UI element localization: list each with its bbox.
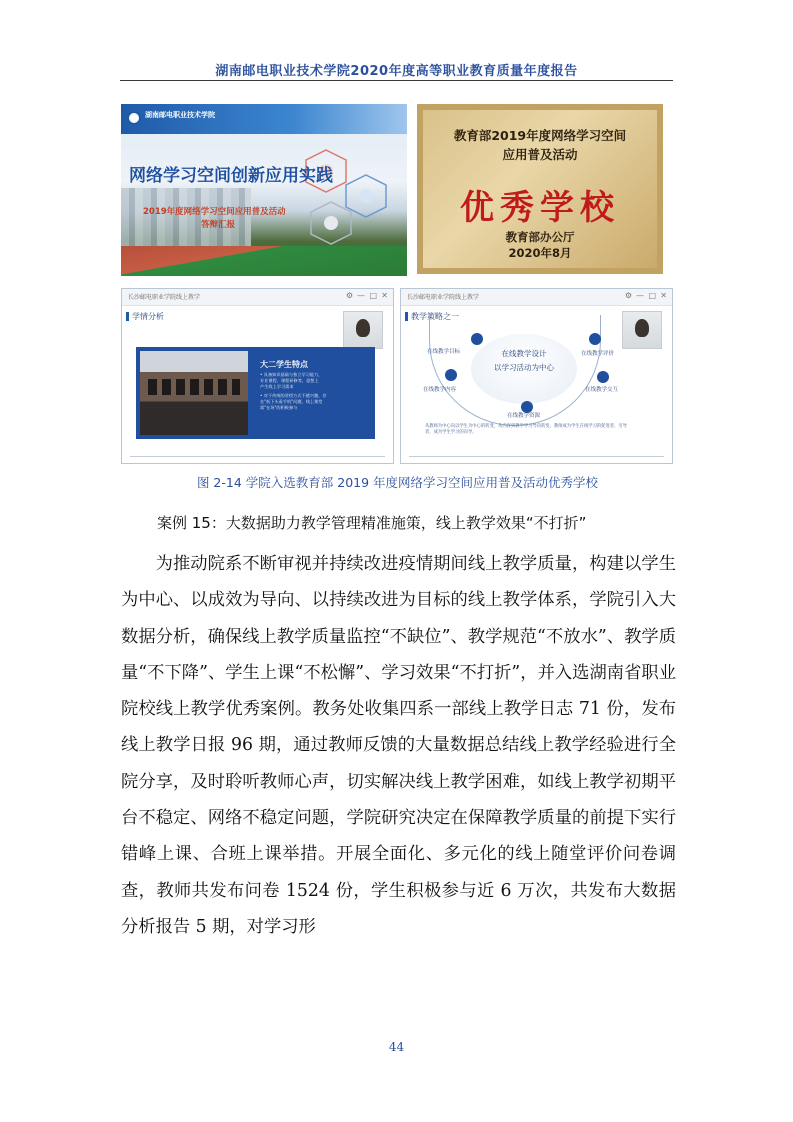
footer-rule xyxy=(130,456,385,457)
plaque-issuer: 教育部办公厅 xyxy=(505,230,575,244)
plaque-line-1: 教育部2019年度网络学习空间 xyxy=(453,128,627,143)
card-line: 产生线上学习需求 xyxy=(260,384,294,390)
page-header: 湖南邮电职业技术学院2020年度高等职业教育质量年度报告 xyxy=(215,64,578,79)
body-paragraph: 为推动院系不断审视并持续改进疫情期间线上教学质量，构建以学生为中心、以成效为导向、以持续改进为目标的线上教学体系，学院引入大数据分析，确保线上教学质量监控“不缺位”、教学规范“不放水”、教学质量“不下降”、学生上课“不松懈”、学习效果“不打折”，并入选湖南省职业院校线上教学优秀案例。教务处收集四系一部线上教学日志 71 份，发布线上教学日报 96 期，通过教师反馈的大量数据总结线上教学经验进行全院分享，及时聆听教师心声，切实解决线上教学困难，如线上教学初期平台不稳定、网络不稳定问题，学院研究决定在保障教学质量的前提下实行错峰上课、合班上课举措。开展全面化、多元化的线上随堂评价问卷调查，教师共发布问卷 1524 份，学生积极参与近 6 万次，共发布大数据分析报告 5 期，对学习形 xyxy=(121,554,676,937)
minimize-icon: — xyxy=(357,291,365,300)
slide-heading: 学情分析 xyxy=(132,312,164,321)
student-traits-card xyxy=(254,355,370,431)
window-titlebar xyxy=(122,289,393,306)
slide-title: 网络学习空间创新应用实践 xyxy=(129,166,333,186)
plaque-award: 优秀学校 xyxy=(460,188,620,228)
close-icon: ✕ xyxy=(660,291,667,300)
slide-heading: 教学策略之一 xyxy=(411,312,459,321)
hexagon-graphic xyxy=(291,140,401,250)
content-panel xyxy=(136,347,375,439)
school-logo-icon xyxy=(127,111,141,125)
node-icon xyxy=(445,369,457,381)
award-plaque-photo xyxy=(417,104,663,274)
card-title: 大二学生特点 xyxy=(260,360,308,369)
card-line: 专业课程、课程研修等，思想上 xyxy=(260,378,319,384)
design-center-ellipse xyxy=(471,334,577,404)
case-title: 案例 15：大数据助力教学管理精准施策，线上教学效果“不打折” xyxy=(157,514,587,532)
center-line-1: 在线教学设计 xyxy=(501,349,547,358)
node-icon xyxy=(589,333,601,345)
card-line: 需"在场"的积极参与 xyxy=(260,405,298,411)
node-icon xyxy=(471,333,483,345)
card-line: • 对于传统的讲授方式不感兴趣，存 xyxy=(260,392,327,398)
card-line: • 具备知识基础与独立学习能力， xyxy=(260,372,323,377)
center-line-2: 以学习活动为中心 xyxy=(494,363,554,372)
node-label: 在线教学内容 xyxy=(423,387,457,393)
window-title: 长沙邮电职业学院线上教学 xyxy=(128,294,201,301)
maximize-icon: □ xyxy=(369,291,377,300)
header-rule xyxy=(120,80,673,81)
body-text xyxy=(121,546,676,945)
slide-subtitle-2: 答辩汇报 xyxy=(201,220,236,230)
strategy-description: 从教师为中心向以学生为中心的转变，从内容到教学学习导向转变，教师成为学生在线学习的促进者、引导者，成为学生学习的向导。 xyxy=(425,424,627,435)
teacher-camera-thumbnail xyxy=(622,311,662,349)
settings-icon: ⚙ xyxy=(345,291,353,300)
online-class-screenshot-left xyxy=(121,288,394,464)
classroom-photo xyxy=(140,351,248,435)
node-label: 在线教学资源 xyxy=(507,413,541,419)
online-class-screenshot-right xyxy=(400,288,673,464)
sports-field xyxy=(121,246,407,276)
teacher-camera-thumbnail xyxy=(343,311,383,349)
card-line: 在"低下头看手机"问题，线上课堂 xyxy=(260,398,323,404)
page-number: 44 xyxy=(388,1040,405,1054)
plaque-line-2: 应用普及活动 xyxy=(502,147,578,162)
node-icon xyxy=(597,371,609,383)
node-label: 在线教学目标 xyxy=(427,349,461,355)
settings-icon: ⚙ xyxy=(624,291,632,300)
close-icon: ✕ xyxy=(381,291,388,300)
plaque-date: 2020年8月 xyxy=(508,246,572,260)
window-title: 长沙邮电职业学院线上教学 xyxy=(407,294,480,301)
figure-caption: 图 2-14 学院入选教育部 2019 年度网络学习空间应用普及活动优秀学校 xyxy=(196,475,599,490)
node-label: 在线教学交互 xyxy=(585,387,619,393)
footer-rule xyxy=(409,456,664,457)
node-label: 在线教学评价 xyxy=(581,351,615,357)
minimize-icon: — xyxy=(636,291,644,300)
maximize-icon: □ xyxy=(648,291,656,300)
window-titlebar xyxy=(401,289,672,306)
slide-photo xyxy=(121,104,407,276)
slide-school-name: 湖南邮电职业技术学院 xyxy=(145,111,215,119)
slide-subtitle-1: 2019年度网络学习空间应用普及活动 xyxy=(143,207,286,217)
